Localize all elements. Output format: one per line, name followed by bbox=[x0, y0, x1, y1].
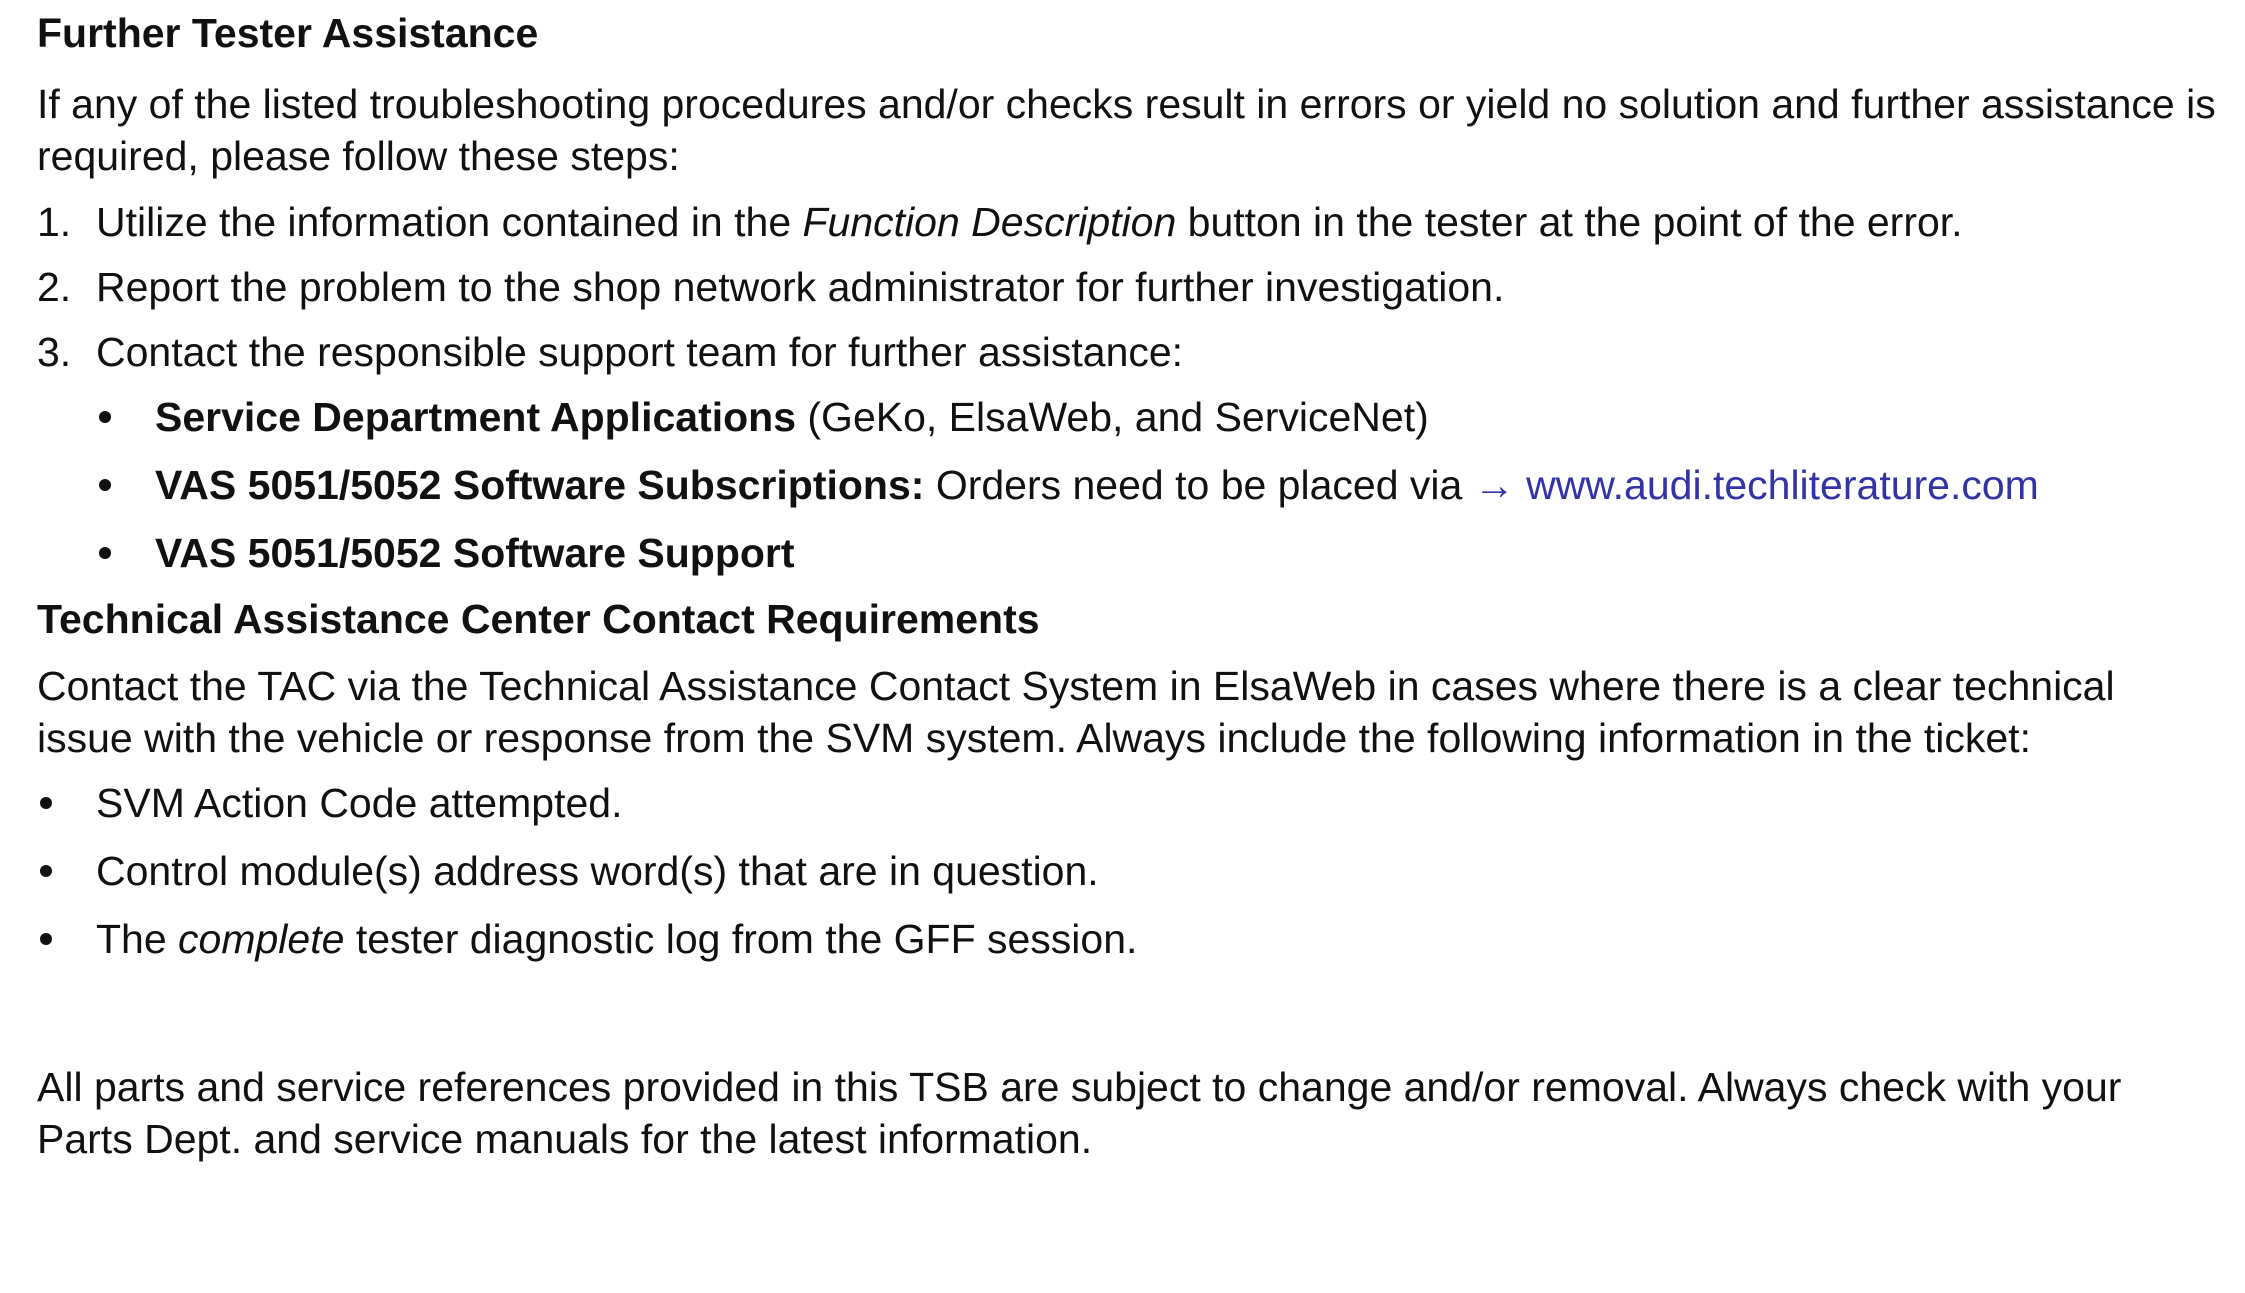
support-team-detail: Orders need to be placed via bbox=[924, 462, 1474, 509]
support-team-detail: (GeKo, ElsaWeb, and ServiceNet) bbox=[796, 394, 1429, 441]
support-team-item bbox=[96, 391, 2217, 443]
step-number: 2. bbox=[37, 264, 72, 311]
required-info-item bbox=[37, 845, 2217, 897]
tac-required-info-list bbox=[37, 777, 2217, 965]
bullet-icon bbox=[99, 479, 111, 491]
step-text: button in the tester at the point of the error. bbox=[1176, 199, 1963, 246]
troubleshooting-steps-list bbox=[37, 196, 2217, 378]
step-text: Report the problem to the shop network administrator for further investigation. bbox=[96, 264, 1505, 311]
support-teams-list bbox=[96, 391, 2217, 579]
complete-emphasis: complete bbox=[178, 916, 345, 963]
step-number: 3. bbox=[37, 329, 72, 376]
required-info-text: SVM Action Code attempted. bbox=[96, 780, 623, 827]
required-info-text: tester diagnostic log from the GFF session. bbox=[344, 916, 1138, 963]
bullet-icon bbox=[40, 933, 52, 945]
step-text: Contact the responsible support team for further assistance: bbox=[96, 329, 1184, 376]
step-text: Utilize the information contained in the bbox=[96, 199, 803, 246]
footer-disclaimer: All parts and service references provided in this TSB are subject to change and/or removal. Always check with your Parts Dept. and service manuals for the latest information. bbox=[37, 1064, 2122, 1163]
step-number: 1. bbox=[37, 199, 72, 246]
required-info-text: Control module(s) address word(s) that are in question. bbox=[96, 848, 1099, 895]
tac-contact-requirements-heading: Technical Assistance Center Contact Requirements bbox=[37, 596, 1040, 643]
further-tester-assistance-heading: Further Tester Assistance bbox=[37, 10, 539, 56]
document-page bbox=[37, 0, 2217, 1165]
required-info-text: The bbox=[96, 916, 179, 963]
further-tester-intro-paragraph: If any of the listed troubleshooting procedures and/or checks result in errors or yield no solution and further assistance is required, please follow these steps: bbox=[37, 81, 2216, 180]
bullet-icon bbox=[40, 797, 52, 809]
tac-intro-paragraph: Contact the TAC via the Technical Assistance Contact System in ElsaWeb in cases where there is a clear technical issue with the vehicle or response from the SVM system. Always include the following information in the ticket: bbox=[37, 663, 2115, 762]
support-team-item bbox=[96, 459, 2217, 511]
support-team-name: VAS 5051/5052 Software Subscriptions: bbox=[155, 462, 925, 509]
support-team-item bbox=[96, 527, 2217, 579]
required-info-item bbox=[37, 777, 2217, 829]
techliterature-link[interactable]: → www.audi.techliterature.com bbox=[1473, 462, 2039, 509]
step-item bbox=[37, 326, 2217, 378]
support-team-name: VAS 5051/5052 Software Support bbox=[155, 530, 795, 577]
step-item bbox=[37, 196, 2217, 248]
function-description-term: Function Description bbox=[802, 199, 1177, 246]
bullet-icon bbox=[99, 547, 111, 559]
required-info-item bbox=[37, 913, 2217, 965]
bullet-icon bbox=[99, 411, 111, 423]
support-team-name: Service Department Applications bbox=[155, 394, 797, 441]
step-item bbox=[37, 261, 2217, 313]
bullet-icon bbox=[40, 865, 52, 877]
